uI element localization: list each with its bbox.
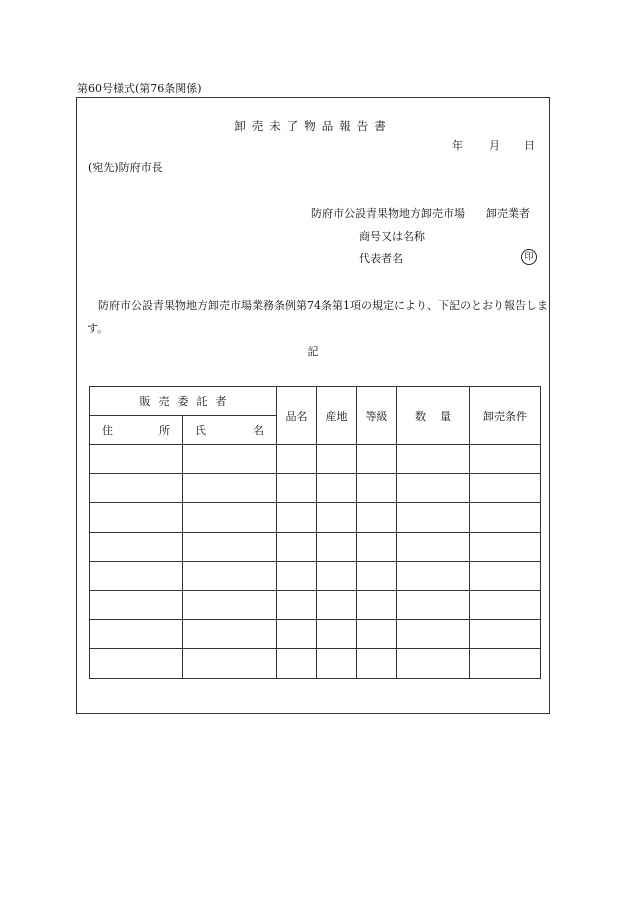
- address-header-char-1: 住: [102, 424, 113, 437]
- quantity-cell: [397, 561, 470, 590]
- date-month-label: 月: [489, 139, 500, 152]
- conditions-cell: [470, 590, 541, 619]
- grade-cell: [357, 620, 397, 649]
- product-cell: [277, 503, 317, 532]
- name-cell: [183, 590, 277, 619]
- quantity-header: [397, 387, 470, 445]
- address-cell: [90, 532, 183, 561]
- conditions-cell: [470, 532, 541, 561]
- grade-cell: [357, 474, 397, 503]
- product-header: 品名: [277, 387, 317, 445]
- product-cell: [277, 620, 317, 649]
- name-cell: [183, 532, 277, 561]
- conditions-cell: [470, 503, 541, 532]
- quantity-cell: [397, 474, 470, 503]
- report-form-frame: [76, 97, 550, 714]
- form-number: 第60号様式(第76条関係): [77, 82, 202, 95]
- product-cell: [277, 590, 317, 619]
- product-cell: [277, 474, 317, 503]
- grade-cell: [357, 532, 397, 561]
- origin-header: 産地: [317, 387, 357, 445]
- table-row: [90, 532, 541, 561]
- quantity-cell: [397, 590, 470, 619]
- name-cell: [183, 445, 277, 474]
- name-header-char-2: 名: [253, 424, 264, 437]
- name-header-char-1: 氏: [195, 424, 206, 437]
- seal-mark: 印: [521, 249, 537, 265]
- consignor-header: [90, 387, 277, 416]
- address-header-char-2: 所: [159, 424, 170, 437]
- origin-cell: [317, 503, 357, 532]
- address-cell: [90, 445, 183, 474]
- report-table: [89, 386, 541, 679]
- name-cell: [183, 649, 277, 678]
- address-header: [90, 416, 183, 445]
- origin-cell: [317, 445, 357, 474]
- table-row: [90, 561, 541, 590]
- table-row: [90, 620, 541, 649]
- product-cell: [277, 445, 317, 474]
- address-cell: [90, 561, 183, 590]
- date-year-label: 年: [452, 139, 463, 152]
- quantity-cell: [397, 532, 470, 561]
- name-cell: [183, 503, 277, 532]
- product-cell: [277, 561, 317, 590]
- address-cell: [90, 503, 183, 532]
- table-row: [90, 649, 541, 678]
- address-cell: [90, 590, 183, 619]
- product-cell: [277, 649, 317, 678]
- report-body-text: 防府市公設青果物地方卸売市場業務条例第74条第1項の規定により、下記のとおり報告します。: [87, 299, 548, 335]
- representative-label: 代表者名: [359, 252, 403, 265]
- address-cell: [90, 620, 183, 649]
- conditions-cell: [470, 620, 541, 649]
- name-cell: [183, 561, 277, 590]
- grade-cell: [357, 649, 397, 678]
- grade-cell: [357, 445, 397, 474]
- trade-name-label: 商号又は名称: [359, 230, 425, 243]
- quantity-cell: [397, 620, 470, 649]
- consignor-header-label: 販売委託者: [139, 395, 235, 408]
- table-row: [90, 503, 541, 532]
- name-header: [183, 416, 277, 445]
- document-title: 卸売未了物品報告書: [234, 119, 392, 133]
- grade-cell: [357, 590, 397, 619]
- quantity-cell: [397, 649, 470, 678]
- origin-cell: [317, 532, 357, 561]
- quantity-cell: [397, 445, 470, 474]
- grade-cell: [357, 503, 397, 532]
- address-cell: [90, 649, 183, 678]
- table-row: [90, 445, 541, 474]
- origin-cell: [317, 649, 357, 678]
- conditions-cell: [470, 474, 541, 503]
- product-cell: [277, 532, 317, 561]
- conditions-cell: [470, 445, 541, 474]
- origin-cell: [317, 590, 357, 619]
- origin-cell: [317, 620, 357, 649]
- grade-header: 等級: [357, 387, 397, 445]
- trader-type: 卸売業者: [486, 207, 530, 220]
- market-name: 防府市公設青果物地方卸売市場: [311, 207, 465, 220]
- grade-cell: [357, 561, 397, 590]
- table-header-row: [90, 387, 541, 416]
- quantity-cell: [397, 503, 470, 532]
- addressee: (宛先)防府市長: [88, 161, 163, 174]
- address-cell: [90, 474, 183, 503]
- name-cell: [183, 620, 277, 649]
- ki-heading: 記: [307, 345, 319, 358]
- quantity-header-label: 数量: [415, 409, 465, 423]
- conditions-cell: [470, 561, 541, 590]
- conditions-cell: [470, 649, 541, 678]
- date-day-label: 日: [524, 139, 535, 152]
- name-cell: [183, 474, 277, 503]
- conditions-header: 卸売条件: [470, 387, 541, 445]
- origin-cell: [317, 561, 357, 590]
- table-row: [90, 474, 541, 503]
- origin-cell: [317, 474, 357, 503]
- table-row: [90, 590, 541, 619]
